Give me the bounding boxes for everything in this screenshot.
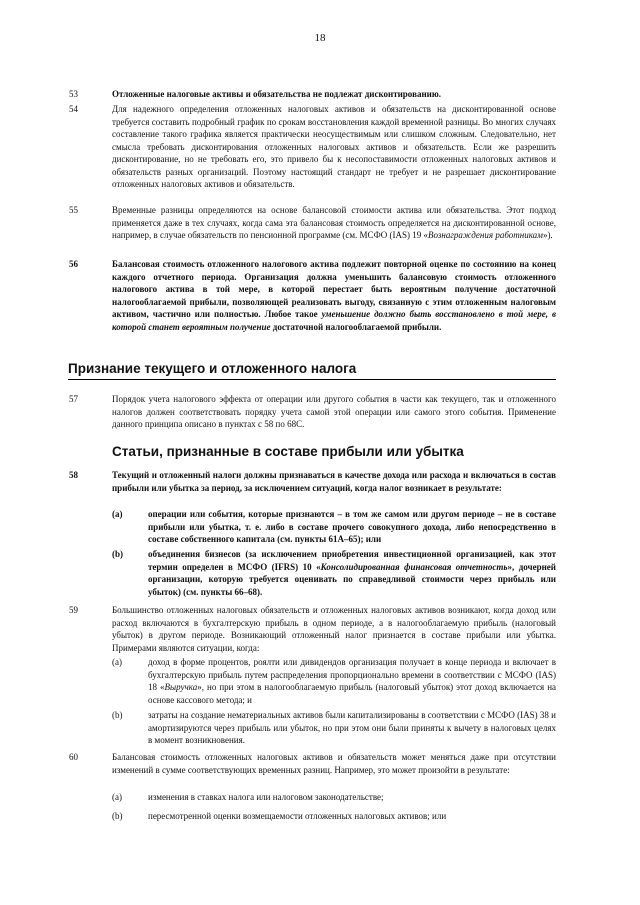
paragraph-number: 56: [69, 259, 78, 269]
paragraph-text: Отложенные налоговые активы и обязательства не подлежат дисконтированию.: [112, 89, 441, 99]
paragraph-text: Временные разницы определяются на основе балансовой стоимости актива или обязательства. Этот подход применяется даже в тех случаях, когда сама эта балансовая стоимость определяется на дисконтированной основе, например, в случае обязательств по пенсионной программе (см. МСФО (IAS) 19 «Вознаграждения работникам»).: [112, 205, 556, 240]
section-heading: Признание текущего и отложенного налога: [68, 361, 556, 380]
paragraph-text: Балансовая стоимость отложенного налогового актива подлежит повторной оценке по состоянию на конец каждого отчетного периода. Организация должна уменьшить балансовую стоимость отложенного налогового актива в той мере, в которой перестает быть вероятным получение достаточной налогооблагаемой прибыли, позволяющей реализовать выгоду, связанную с этим отложенным налоговым активом, частично или полностью. Любое такое уменьшение должно быть восстановлено в той мере, в которой станет вероятным получение достаточной налогооблагаемой прибыли.: [112, 259, 556, 332]
list-item-text: операции или события, которые признаются – в том же самом или другом периоде – не в составе прибыли или убытка, т. е. либо в составе прочего совокупного дохода, либо непосредственно в составе собственного капитала (см. пункты 61А–65); или: [148, 509, 556, 544]
list-item: [112, 810, 556, 823]
list-item-text: затраты на создание нематериальных активов были капитализированы в соответствии с МСФО (IAS) 38 и амортизируются через прибыль или убыток, но при этом они были приняты к вычету в налоговых целях в момент возникновения.: [148, 710, 556, 745]
paragraph-54: [69, 103, 556, 191]
list-item-label: (a): [112, 792, 122, 802]
list-item: [112, 791, 556, 804]
list-item-label: (b): [112, 549, 123, 559]
list-item-text: пересмотренной оценки возмещаемости отложенных налоговых активов; или: [148, 811, 447, 821]
paragraph-59: [69, 604, 556, 654]
paragraph-number: 60: [69, 752, 78, 762]
paragraph-60: [69, 751, 556, 776]
list-item: [112, 709, 556, 747]
paragraph-number: 53: [69, 89, 78, 99]
paragraph-53: [69, 88, 556, 101]
paragraph-number: 59: [69, 605, 78, 615]
list-item: [112, 508, 556, 546]
page-number: 18: [314, 32, 326, 44]
list-item: [112, 656, 556, 706]
paragraph-55: [69, 204, 556, 242]
list-item: [112, 548, 556, 598]
paragraph-text: Для надежного определения отложенных налоговых активов и обязательств на дисконтированной основе требуется составить подробный график по срокам восстановления каждой временной разницы. Во многих случаях составление такого графика является практически неосуществимым или слишком сложным. Следовательно, нет смысла требовать дисконтирования отложенных налоговых активов и обязательств. Если же разрешить дисконтирование, но не требовать его, это привело бы к несопоставимости отложенных налоговых активов и обязательств разных организаций. Поэтому настоящий стандарт не требует и не разрешает дисконтирование отложенных налоговых активов и обязательств.: [112, 104, 556, 189]
paragraph-text: Балансовая стоимость отложенных налоговых активов и обязательств может меняться даже при отсутствии изменений в сумме соответствующих временных разниц. Например, это может произойти в результате:: [112, 752, 556, 775]
list-item-label: (a): [112, 509, 123, 519]
list-item-label: (b): [112, 811, 123, 821]
paragraph-text: Текущий и отложенный налоги должны признаваться в качестве дохода или расхода и включаться в состав прибыли или убытка за период, за исключением ситуаций, когда налог возникает в результате:: [112, 470, 556, 493]
list-item-label: (a): [112, 657, 122, 667]
paragraph-56: [69, 258, 556, 333]
paragraph-number: 54: [69, 104, 78, 114]
paragraph-number: 57: [69, 394, 78, 404]
paragraph-number: 55: [69, 205, 78, 215]
paragraph-57: [69, 393, 556, 431]
list-item-label: (b): [112, 710, 123, 720]
paragraph-58: [69, 469, 556, 494]
paragraph-text: Большинство отложенных налоговых обязательств и отложенных налоговых активов возникают, когда доход или расход включаются в бухгалтерскую прибыль в одном периоде, а в налогооблагаемую прибыль (налоговый убыток) в другом периоде. Возникающий отложенный налог признается в составе прибыли или убытка. Примерами являются ситуации, когда:: [112, 605, 556, 653]
paragraph-text: Порядок учета налогового эффекта от операции или другого события в части как текущего, так и отложенного налогов должен соответствовать порядку учета самой этой операции или самого этого события. Применение данного принципа описано в пунктах с 58 по 68С.: [112, 394, 556, 429]
list-item-text: изменения в ставках налога или налоговом законодательстве;: [148, 792, 384, 802]
paragraph-number: 58: [69, 470, 78, 480]
subsection-heading: Статьи, признанные в составе прибыли или убытка: [112, 444, 464, 459]
list-item-text: доход в форме процентов, роялти или дивидендов организация получает в конце периода и включает в бухгалтерскую прибыль путем распределения пропорционально времени в соответствии с МСФО (IAS) 18 «Выручка», но при этом в налогооблагаемую прибыль (налоговый убыток) этот доход включается на основе кассового метода; и: [148, 657, 557, 705]
list-item-text: объединения бизнесов (за исключением приобретения инвестиционной организацией, как этот термин определен в МСФО (IFRS) 10 «Консолидированная финансовая отчетность», дочерней организации, которую требуется оценивать по справедливой стоимости через прибыль или убыток) (см. пункты 66–68).: [148, 549, 556, 597]
